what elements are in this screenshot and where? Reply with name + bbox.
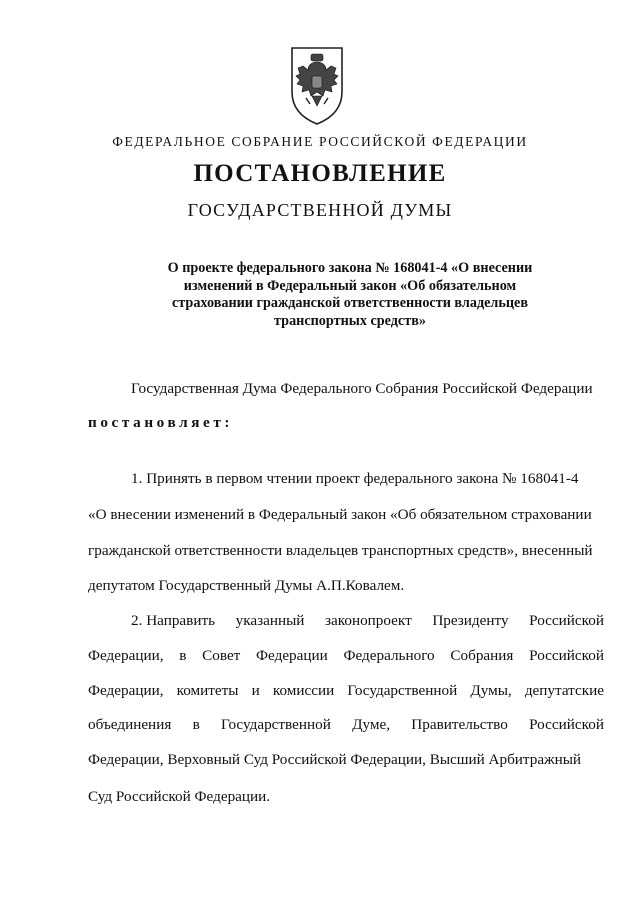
item1-line: гражданской ответственности владельцев транспортных средств», внесенный — [88, 542, 593, 559]
item2-line: Федерации, комитеты и комиссии Государственной Думы, депутатские — [88, 682, 604, 699]
item1-line: 1. Принять в первом чтении проект федерального закона № 168041-4 — [131, 470, 579, 487]
parliament-name: ФЕДЕРАЛЬНОЕ СОБРАНИЕ РОССИЙСКОЙ ФЕДЕРАЦИИ — [112, 134, 528, 149]
item1-line: депутатом Государственный Думы А.П.Ковалем. — [88, 577, 405, 594]
preamble: Государственная Дума Федерального Собрания Российской Федерации — [131, 380, 593, 397]
subject-line: страховании гражданской ответственности владельцев — [171, 295, 529, 311]
item2-line: 2. Направить указанный законопроект Президенту Российской — [131, 612, 604, 629]
document-type-title: ПОСТАНОВЛЕНИЕ — [193, 160, 447, 187]
decrees-word: постановляет: — [88, 414, 234, 431]
item2-line: Федерации, в Совет Федерации Федерального Собрания Российской — [88, 647, 604, 664]
subject-line: изменений в Федеральный закон «Об обязательном — [183, 277, 517, 294]
item1-line: «О внесении изменений в Федеральный закон «Об обязательном страховании — [88, 506, 592, 523]
item2-line: Федерации, Верховный Суд Российской Федерации, Высший Арбитражный — [88, 751, 582, 768]
item2-line: Суд Российской Федерации. — [88, 788, 271, 805]
document-subject — [140, 260, 560, 330]
coat-of-arms-icon — [272, 44, 362, 128]
document-issuer: ГОСУДАРСТВЕННОЙ ДУМЫ — [187, 200, 453, 220]
subject-line: транспортных средств» — [274, 312, 426, 329]
item2-line: объединения в Государственной Думе, Правительство Российской — [88, 716, 604, 733]
subject-line: О проекте федерального закона № 168041-4 «О внесении — [167, 260, 533, 276]
